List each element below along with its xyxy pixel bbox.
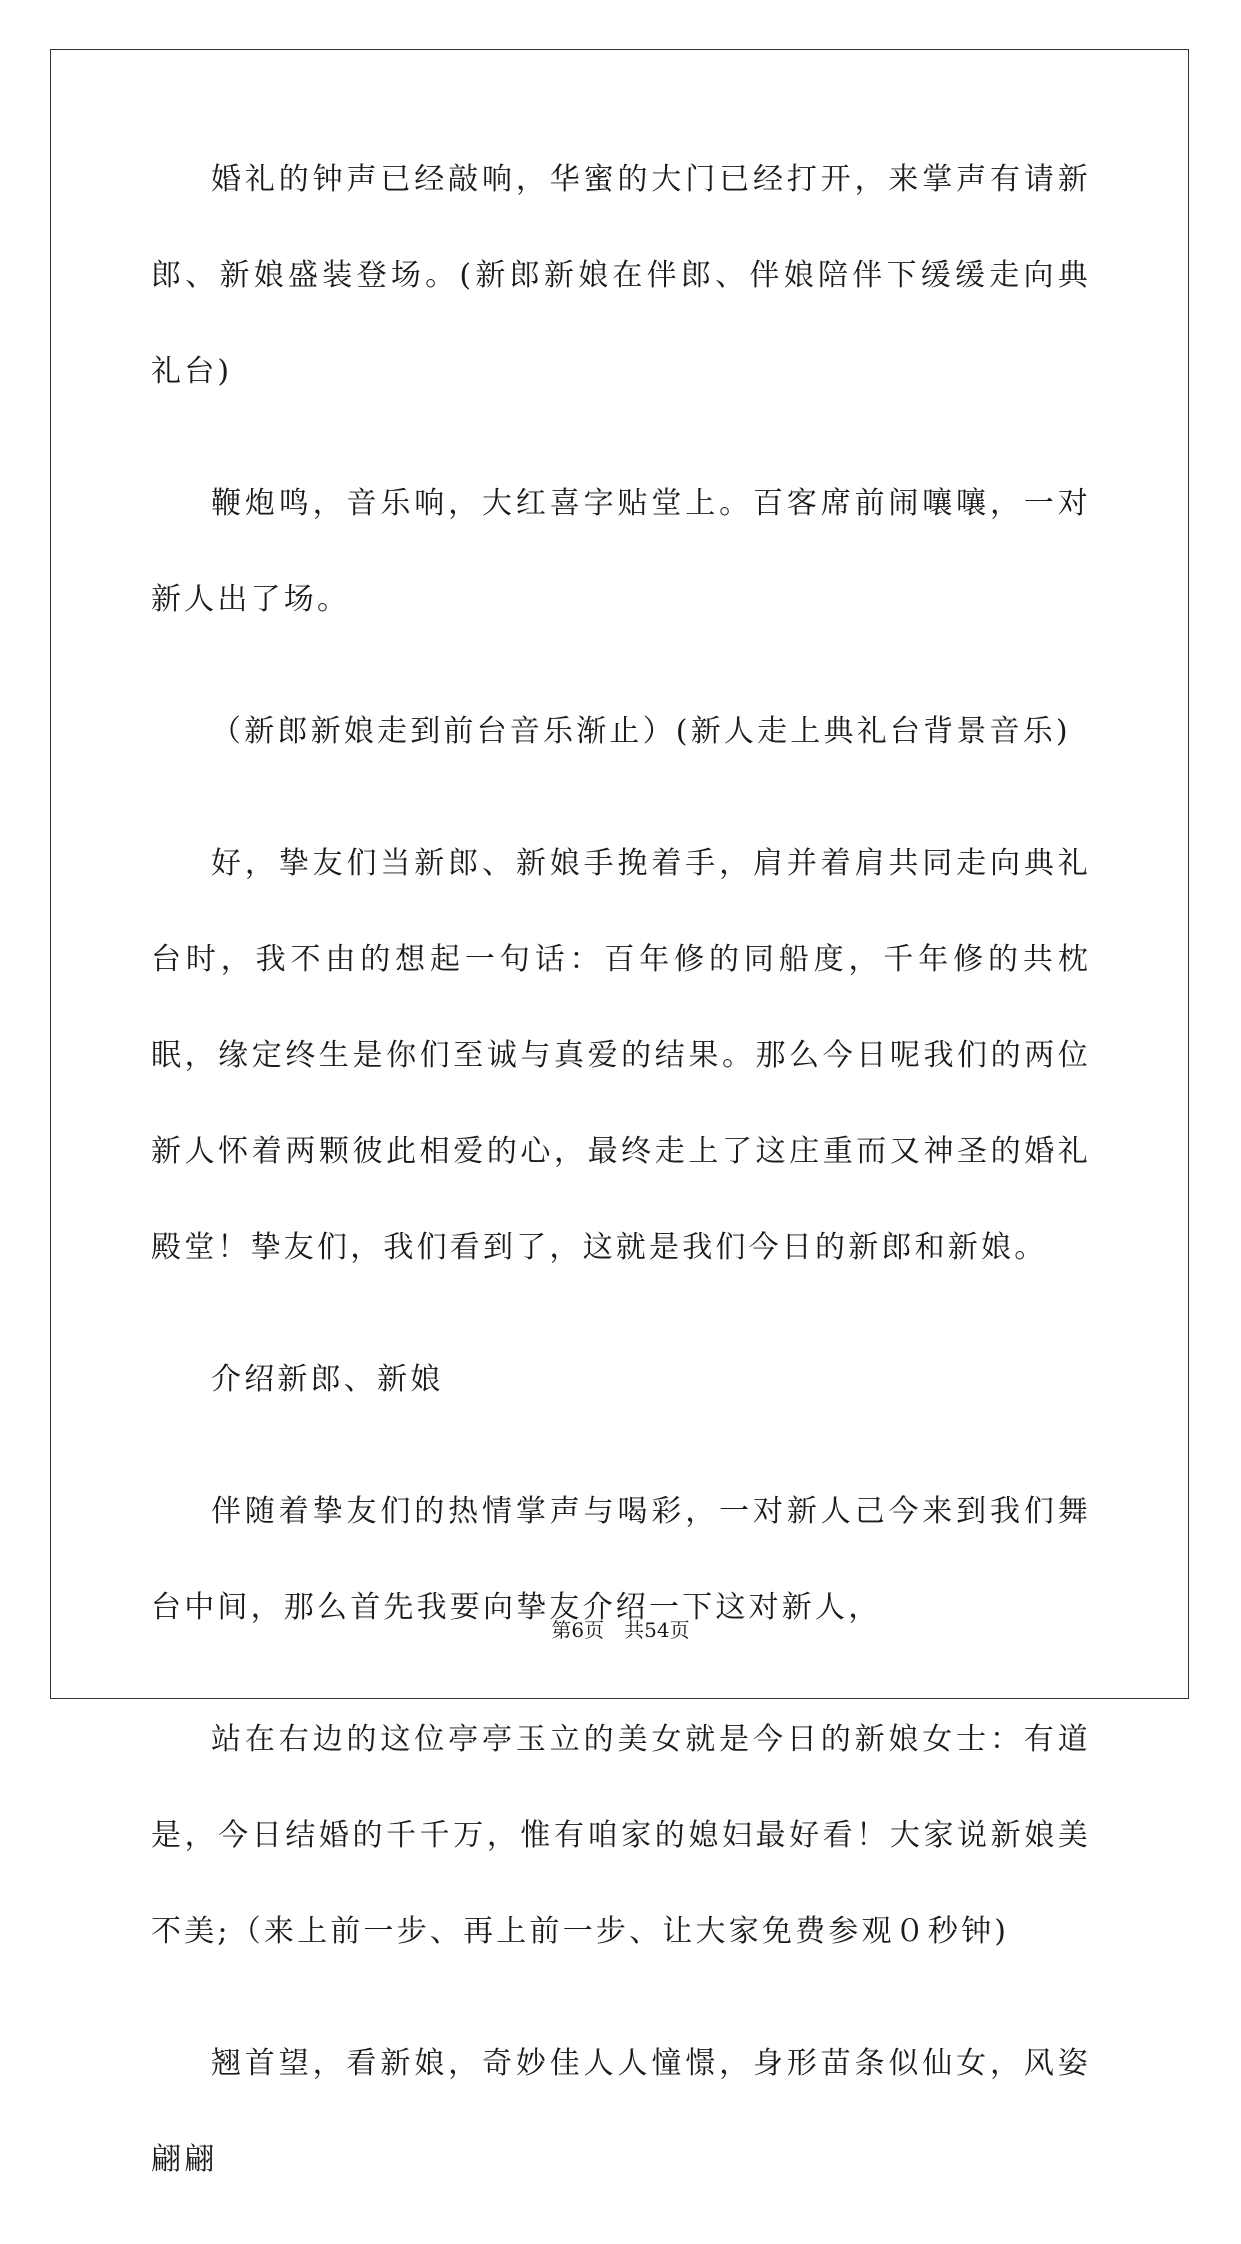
paragraph: 好，挚友们当新郎、新娘手挽着手，肩并着肩共同走向典礼台时，我不由的想起一句话：百年修的同船度，千年修的共枕眠，缘定终生是你们至诚与真爱的结果。那么今日呢我们的两位新人怀着两颗彼此相爱的心，最终走上了这庄重而又神圣的婚礼殿堂！挚友们，我们看到了，这就是我们今日的新郎和新娘。 (151, 846, 1091, 1265)
page-footer (0, 1614, 1241, 1643)
document-body (151, 162, 1091, 2244)
paragraph: （新郎新娘走到前台音乐渐止）(新人走上典礼台背景音乐) (211, 714, 1071, 749)
paragraph: 婚礼的钟声已经敲响，华蜜的大门已经打开，来掌声有请新郎、新娘盛装登场。(新郎新娘在伴郎、伴娘陪伴下缓缓走向典礼台) (151, 162, 1091, 389)
paragraph: 鞭炮鸣，音乐响，大红喜字贴堂上。百客席前闹嚷嚷，一对新人出了场。 (151, 486, 1091, 617)
page-number: 第6页 (551, 1618, 605, 1642)
paragraph: 翘首望，看新娘，奇妙佳人人憧憬，身形苗条似仙女，风姿翩翩 (151, 2046, 1091, 2177)
paragraph: 站在右边的这位亭亭玉立的美女就是今日的新娘女士：有道是，今日结婚的千千万，惟有咱家的媳妇最好看！大家说新娘美不美;（来上前一步、再上前一步、让大家免费参观０秒钟) (151, 1722, 1091, 1949)
paragraph: 伴随着挚友们的热情掌声与喝彩，一对新人己今来到我们舞台中间，那么首先我要向挚友介绍一下这对新人， (151, 1494, 1091, 1625)
page-total: 共54页 (624, 1618, 690, 1642)
section-heading: 介绍新郎、新娘 (211, 1362, 444, 1397)
